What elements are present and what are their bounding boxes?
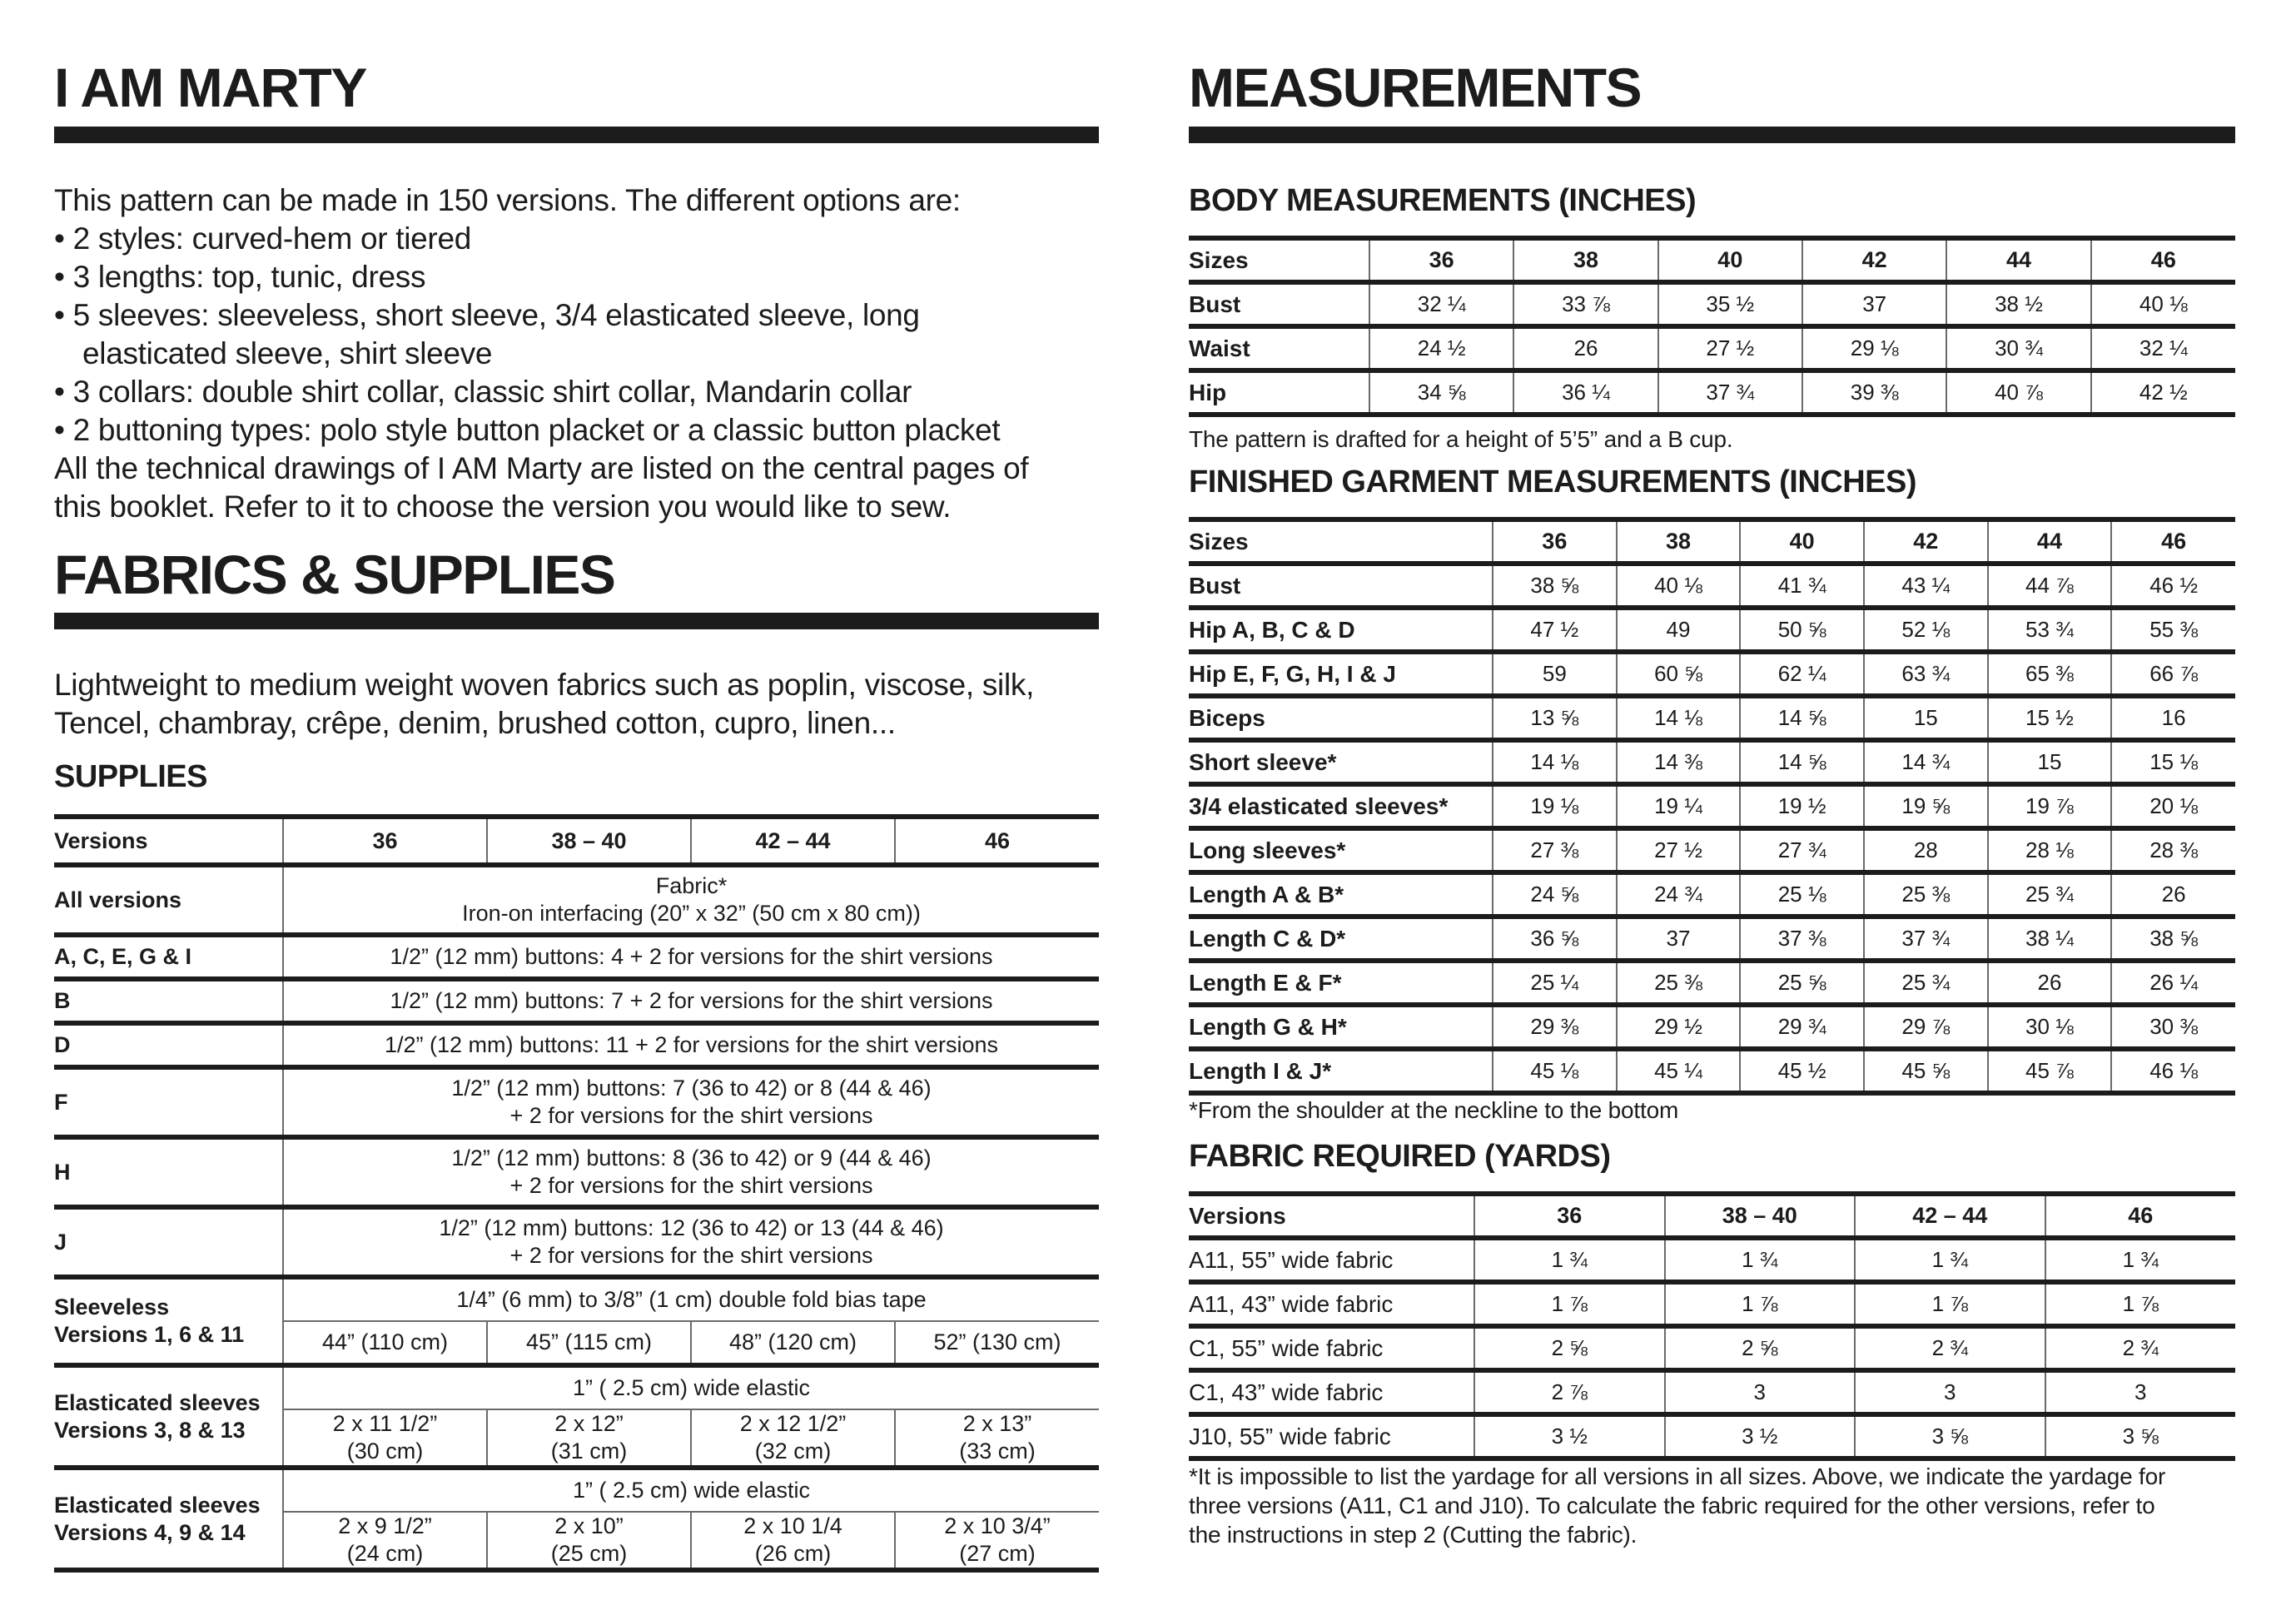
table-row bbox=[1189, 652, 2235, 696]
body-note: The pattern is drafted for a height of 5’5” and a B cup. bbox=[1189, 426, 1733, 452]
value-cell: 1 ⅞ bbox=[1665, 1282, 1856, 1326]
value-cell: 66 ⅞ bbox=[2111, 652, 2235, 696]
value-cell: 59 bbox=[1493, 652, 1617, 696]
size-value bbox=[283, 1409, 487, 1468]
value-cell: 28 ⅜ bbox=[2111, 828, 2235, 872]
value-cell: 60 ⅝ bbox=[1617, 652, 1741, 696]
row-label: All versions bbox=[54, 865, 283, 935]
value-cell: 14 ⅝ bbox=[1740, 696, 1864, 740]
value-cell: 27 ⅜ bbox=[1493, 828, 1617, 872]
value-cell: 27 ¾ bbox=[1740, 828, 1864, 872]
value-line: 2 x 11 1/2” bbox=[332, 1411, 438, 1436]
intro-paragraph bbox=[54, 181, 1099, 526]
table-row bbox=[1189, 740, 2235, 784]
table-row bbox=[1189, 1238, 2235, 1282]
value-cell: 32 ¼ bbox=[2091, 326, 2235, 370]
header-cell: 46 bbox=[2091, 238, 2235, 282]
value-cell: 39 ⅜ bbox=[1802, 370, 1946, 415]
value-cell: 19 ⅝ bbox=[1864, 784, 1988, 828]
row-label: J bbox=[54, 1207, 283, 1277]
row-label: Long sleeves* bbox=[1189, 828, 1493, 872]
row-label: Length G & H* bbox=[1189, 1005, 1493, 1049]
fabrics-rule bbox=[54, 613, 1099, 629]
value-cell: 62 ¼ bbox=[1740, 652, 1864, 696]
value-cell: 14 ¾ bbox=[1864, 740, 1988, 784]
intro-bullet: • 5 sleeves: sleeveless, short sleeve, 3/4 elasticated sleeve, long bbox=[54, 298, 920, 332]
value-cell: 15 bbox=[1988, 740, 2112, 784]
header-cell: 40 bbox=[1740, 519, 1864, 564]
value-cell: 42 ½ bbox=[2091, 370, 2235, 415]
size-value: 52” (130 cm) bbox=[895, 1321, 1099, 1365]
body-measurements-table bbox=[1189, 236, 2235, 417]
row-label: F bbox=[54, 1067, 283, 1137]
value-cell: 26 bbox=[1988, 961, 2112, 1005]
fabrics-text: Lightweight to medium weight woven fabrics such as poplin, viscose, silk, bbox=[54, 668, 1035, 702]
size-value: 45” (115 cm) bbox=[487, 1321, 691, 1365]
supplies-row bbox=[54, 1137, 1099, 1207]
value-cell: 40 ⅞ bbox=[1946, 370, 2090, 415]
row-label: Length E & F* bbox=[1189, 961, 1493, 1005]
value-line: (24 cm) bbox=[346, 1541, 424, 1566]
value-cell: 3 ⅝ bbox=[2045, 1414, 2236, 1458]
header-cell: Versions bbox=[1189, 1194, 1474, 1238]
table-row bbox=[1189, 1326, 2235, 1370]
row-value: 1/2” (12 mm) buttons: 4 + 2 for versions for the shirt versions bbox=[283, 935, 1099, 979]
table-body bbox=[1189, 282, 2235, 415]
value-cell: 2 ⅞ bbox=[1474, 1370, 1665, 1414]
supplies-row bbox=[54, 1023, 1099, 1067]
value-cell: 24 ⅝ bbox=[1493, 872, 1617, 917]
row-label: 3/4 elasticated sleeves* bbox=[1189, 784, 1493, 828]
supplies-row-sleeveless bbox=[54, 1277, 1099, 1321]
row-label: Waist bbox=[1189, 326, 1369, 370]
value-cell: 45 ½ bbox=[1740, 1049, 1864, 1093]
value-cell: 49 bbox=[1617, 608, 1741, 652]
row-label: A11, 43” wide fabric bbox=[1189, 1282, 1474, 1326]
size-value: 48” (120 cm) bbox=[691, 1321, 895, 1365]
header-row bbox=[1189, 1194, 2235, 1238]
value-cell: 38 ½ bbox=[1946, 282, 2090, 326]
table-row bbox=[1189, 961, 2235, 1005]
value-cell: 37 ¾ bbox=[1658, 370, 1802, 415]
header-row bbox=[1189, 238, 2235, 282]
table-row bbox=[1189, 828, 2235, 872]
table-row bbox=[1189, 1370, 2235, 1414]
label-line: Sleeveless bbox=[54, 1294, 170, 1319]
value-cell: 25 ⅜ bbox=[1864, 872, 1988, 917]
value-cell: 34 ⅝ bbox=[1369, 370, 1513, 415]
row-value: 1/2” (12 mm) buttons: 11 + 2 for versions for the shirt versions bbox=[283, 1023, 1099, 1067]
value-line: (25 cm) bbox=[550, 1541, 628, 1566]
value-cell: 29 ⅜ bbox=[1493, 1005, 1617, 1049]
value-cell: 26 bbox=[1513, 326, 1657, 370]
supplies-row bbox=[54, 935, 1099, 979]
value-cell: 24 ½ bbox=[1369, 326, 1513, 370]
supplies-header-row bbox=[54, 817, 1099, 865]
value-cell: 38 ⅝ bbox=[2111, 917, 2235, 961]
value-cell: 19 ½ bbox=[1740, 784, 1864, 828]
garment-measurements-table bbox=[1189, 517, 2235, 1096]
title-rule bbox=[1189, 127, 2235, 143]
value-line: (33 cm) bbox=[959, 1439, 1036, 1463]
value-cell: 40 ⅛ bbox=[2091, 282, 2235, 326]
fabric-note-line: the instructions in step 2 (Cutting the fabric). bbox=[1189, 1522, 1638, 1548]
value-cell: 46 ⅛ bbox=[2111, 1049, 2235, 1093]
intro-bullet-continued: elasticated sleeve, shirt sleeve bbox=[82, 336, 493, 370]
value-cell: 3 bbox=[1665, 1370, 1856, 1414]
supplies-row bbox=[54, 1207, 1099, 1277]
page-title-measurements: MEASUREMENTS bbox=[1189, 57, 1642, 118]
value-cell: 15 bbox=[1864, 696, 1988, 740]
supplies-row bbox=[54, 979, 1099, 1023]
value-cell: 63 ¾ bbox=[1864, 652, 1988, 696]
garment-measurements-title: FINISHED GARMENT MEASUREMENTS (INCHES) bbox=[1189, 465, 1917, 499]
page-title-i-am-marty: I AM MARTY bbox=[54, 57, 366, 118]
value-cell: 25 ¾ bbox=[1864, 961, 1988, 1005]
value-cell: 19 ⅛ bbox=[1493, 784, 1617, 828]
header-cell: Versions bbox=[54, 817, 283, 865]
value-cell: 37 bbox=[1617, 917, 1741, 961]
value-line: Fabric* bbox=[655, 873, 728, 898]
value-cell: 37 bbox=[1802, 282, 1946, 326]
header-cell: 42 bbox=[1802, 238, 1946, 282]
row-label: Length I & J* bbox=[1189, 1049, 1493, 1093]
value-cell: 25 ⅝ bbox=[1740, 961, 1864, 1005]
table-row bbox=[1189, 1049, 2235, 1093]
label-line: Versions 3, 8 & 13 bbox=[54, 1417, 246, 1443]
table-body bbox=[1189, 1238, 2235, 1458]
value-cell: 45 ⅛ bbox=[1493, 1049, 1617, 1093]
value-cell: 43 ¼ bbox=[1864, 564, 1988, 608]
header-cell: 36 bbox=[1474, 1194, 1665, 1238]
header-cell: 36 bbox=[1369, 238, 1513, 282]
header-cell: 36 bbox=[1493, 519, 1617, 564]
value-line: (31 cm) bbox=[550, 1439, 628, 1463]
value-line: 2 x 10 3/4” bbox=[944, 1513, 1051, 1538]
value-cell: 28 bbox=[1864, 828, 1988, 872]
value-cell: 2 ¾ bbox=[2045, 1326, 2236, 1370]
table-row bbox=[1189, 872, 2235, 917]
fabrics-supplies-title: FABRICS & SUPPLIES bbox=[54, 544, 615, 605]
value-cell: 32 ¼ bbox=[1369, 282, 1513, 326]
supplies-table bbox=[54, 814, 1099, 1573]
value-line: + 2 for versions for the shirt versions bbox=[509, 1103, 873, 1128]
header-cell: 44 bbox=[1988, 519, 2112, 564]
label-line: Versions 1, 6 & 11 bbox=[54, 1322, 245, 1347]
value-line: (32 cm) bbox=[754, 1439, 832, 1463]
value-cell: 30 ⅜ bbox=[2111, 1005, 2235, 1049]
intro-lead: This pattern can be made in 150 versions. The different options are: bbox=[54, 183, 961, 217]
value-cell: 1 ¾ bbox=[1855, 1238, 2045, 1282]
value-line: (26 cm) bbox=[754, 1541, 832, 1566]
header-cell: 44 bbox=[1946, 238, 2090, 282]
row-label: Length C & D* bbox=[1189, 917, 1493, 961]
value-cell: 25 ⅜ bbox=[1617, 961, 1741, 1005]
value-cell: 30 ⅛ bbox=[1988, 1005, 2112, 1049]
value-cell: 27 ½ bbox=[1658, 326, 1802, 370]
value-cell: 36 ⅝ bbox=[1493, 917, 1617, 961]
value-cell: 25 ¾ bbox=[1988, 872, 2112, 917]
value-cell: 24 ¾ bbox=[1617, 872, 1741, 917]
row-value bbox=[283, 1067, 1099, 1137]
row-label bbox=[54, 1468, 283, 1570]
header-cell: 38 bbox=[1513, 238, 1657, 282]
value-line: (27 cm) bbox=[959, 1541, 1036, 1566]
fabric-note-line: three versions (A11, C1 and J10). To calculate the fabric required for the other versions, refer to bbox=[1189, 1493, 2155, 1518]
value-cell: 16 bbox=[2111, 696, 2235, 740]
row-label: B bbox=[54, 979, 283, 1023]
value-cell: 37 ¾ bbox=[1864, 917, 1988, 961]
fabrics-text: Tencel, chambray, crêpe, denim, brushed cotton, cupro, linen... bbox=[54, 706, 896, 740]
value-cell: 45 ¼ bbox=[1617, 1049, 1741, 1093]
row-label: A, C, E, G & I bbox=[54, 935, 283, 979]
header-cell: 36 bbox=[283, 817, 487, 865]
table-row bbox=[1189, 917, 2235, 961]
header-cell: 46 bbox=[2045, 1194, 2236, 1238]
value-line: 2 x 9 1/2” bbox=[338, 1513, 432, 1538]
row-value bbox=[283, 865, 1099, 935]
value-cell: 45 ⅝ bbox=[1864, 1049, 1988, 1093]
row-value bbox=[283, 1207, 1099, 1277]
value-cell: 52 ⅛ bbox=[1864, 608, 1988, 652]
value-cell: 14 ⅛ bbox=[1617, 696, 1741, 740]
header-cell: 38 – 40 bbox=[1665, 1194, 1856, 1238]
row-value: 1/2” (12 mm) buttons: 7 + 2 for versions for the shirt versions bbox=[283, 979, 1099, 1023]
value-line: 1/2” (12 mm) buttons: 7 (36 to 42) or 8 (44 & 46) bbox=[451, 1076, 932, 1101]
header-cell: Sizes bbox=[1189, 519, 1493, 564]
row-label: Hip A, B, C & D bbox=[1189, 608, 1493, 652]
size-value bbox=[691, 1512, 895, 1570]
value-cell: 14 ⅛ bbox=[1493, 740, 1617, 784]
value-cell: 2 ⅝ bbox=[1665, 1326, 1856, 1370]
table-body bbox=[1189, 564, 2235, 1093]
value-cell: 55 ⅜ bbox=[2111, 608, 2235, 652]
value-cell: 35 ½ bbox=[1658, 282, 1802, 326]
row-value bbox=[283, 1137, 1099, 1207]
value-cell: 1 ⅞ bbox=[2045, 1282, 2236, 1326]
row-value: 1” ( 2.5 cm) wide elastic bbox=[283, 1365, 1099, 1409]
value-line: + 2 for versions for the shirt versions bbox=[509, 1173, 873, 1198]
fabric-required-table bbox=[1189, 1191, 2235, 1461]
size-value bbox=[895, 1409, 1099, 1468]
value-cell: 1 ¾ bbox=[1665, 1238, 1856, 1282]
table-row bbox=[1189, 370, 2235, 415]
intro-bullet: • 3 collars: double shirt collar, classic shirt collar, Mandarin collar bbox=[54, 375, 912, 409]
size-value bbox=[487, 1409, 691, 1468]
intro-bullet: • 2 styles: curved-hem or tiered bbox=[54, 221, 471, 256]
value-line: 2 x 10 1/4 bbox=[743, 1513, 842, 1538]
value-cell: 50 ⅝ bbox=[1740, 608, 1864, 652]
value-line: 2 x 12 1/2” bbox=[739, 1411, 847, 1436]
size-value bbox=[691, 1409, 895, 1468]
row-value: 1” ( 2.5 cm) wide elastic bbox=[283, 1468, 1099, 1512]
row-label: Hip E, F, G, H, I & J bbox=[1189, 652, 1493, 696]
value-cell: 19 ¼ bbox=[1617, 784, 1741, 828]
value-cell: 19 ⅞ bbox=[1988, 784, 2112, 828]
value-cell: 27 ½ bbox=[1617, 828, 1741, 872]
value-cell: 41 ¾ bbox=[1740, 564, 1864, 608]
table-head bbox=[1189, 1194, 2235, 1238]
title-rule bbox=[54, 127, 1099, 143]
value-cell: 1 ¾ bbox=[2045, 1238, 2236, 1282]
value-cell: 40 ⅛ bbox=[1617, 564, 1741, 608]
size-value bbox=[487, 1512, 691, 1570]
value-cell: 15 ½ bbox=[1988, 696, 2112, 740]
row-label: Hip bbox=[1189, 370, 1369, 415]
supplies-row-elastic bbox=[54, 1365, 1099, 1409]
header-row bbox=[1189, 519, 2235, 564]
header-cell: 46 bbox=[895, 817, 1099, 865]
value-cell: 26 bbox=[2111, 872, 2235, 917]
value-cell: 30 ¾ bbox=[1946, 326, 2090, 370]
value-cell: 25 ¼ bbox=[1493, 961, 1617, 1005]
row-label: Bust bbox=[1189, 564, 1493, 608]
supplies-row-elastic bbox=[54, 1468, 1099, 1512]
row-label: Biceps bbox=[1189, 696, 1493, 740]
value-line: 2 x 13” bbox=[962, 1411, 1032, 1436]
label-line: Elasticated sleeves bbox=[54, 1492, 261, 1518]
supplies-row bbox=[54, 1067, 1099, 1137]
row-label: C1, 43” wide fabric bbox=[1189, 1370, 1474, 1414]
fabric-note bbox=[1189, 1462, 2235, 1549]
table-row bbox=[1189, 1005, 2235, 1049]
value-cell: 37 ⅜ bbox=[1740, 917, 1864, 961]
fabrics-paragraph bbox=[54, 666, 1099, 743]
value-cell: 53 ¾ bbox=[1988, 608, 2112, 652]
value-cell: 36 ¼ bbox=[1513, 370, 1657, 415]
header-cell: 42 bbox=[1864, 519, 1988, 564]
table-row bbox=[1189, 326, 2235, 370]
table-row bbox=[1189, 784, 2235, 828]
intro-bullet: • 3 lengths: top, tunic, dress bbox=[54, 260, 426, 294]
header-cell: 46 bbox=[2111, 519, 2235, 564]
header-cell: 38 bbox=[1617, 519, 1741, 564]
value-cell: 26 ¼ bbox=[2111, 961, 2235, 1005]
value-line: 2 x 10” bbox=[554, 1513, 624, 1538]
value-cell: 3 ½ bbox=[1665, 1414, 1856, 1458]
row-value: 1/4” (6 mm) to 3/8” (1 cm) double fold bias tape bbox=[283, 1277, 1099, 1321]
value-cell: 38 ⅝ bbox=[1493, 564, 1617, 608]
value-line: 1/2” (12 mm) buttons: 8 (36 to 42) or 9 (44 & 46) bbox=[451, 1145, 932, 1170]
table-row bbox=[1189, 282, 2235, 326]
value-cell: 14 ⅜ bbox=[1617, 740, 1741, 784]
fabric-note-line: *It is impossible to list the yardage for all versions in all sizes. Above, we indicate the yardage for bbox=[1189, 1463, 2166, 1489]
header-cell: 40 bbox=[1658, 238, 1802, 282]
intro-closing: this booklet. Refer to it to choose the version you would like to sew. bbox=[54, 489, 952, 524]
size-value bbox=[895, 1512, 1099, 1570]
value-line: (30 cm) bbox=[346, 1439, 424, 1463]
value-cell: 29 ¾ bbox=[1740, 1005, 1864, 1049]
value-cell: 29 ⅛ bbox=[1802, 326, 1946, 370]
table-row bbox=[1189, 564, 2235, 608]
value-cell: 65 ⅜ bbox=[1988, 652, 2112, 696]
value-cell: 2 ¾ bbox=[1855, 1326, 2045, 1370]
row-label: Bust bbox=[1189, 282, 1369, 326]
value-cell: 1 ⅞ bbox=[1474, 1282, 1665, 1326]
value-line: + 2 for versions for the shirt versions bbox=[509, 1243, 873, 1268]
value-line: 2 x 12” bbox=[554, 1411, 624, 1436]
size-value: 44” (110 cm) bbox=[283, 1321, 487, 1365]
value-cell: 33 ⅞ bbox=[1513, 282, 1657, 326]
value-cell: 13 ⅝ bbox=[1493, 696, 1617, 740]
value-cell: 25 ⅛ bbox=[1740, 872, 1864, 917]
value-cell: 3 ½ bbox=[1474, 1414, 1665, 1458]
value-cell: 3 ⅝ bbox=[1855, 1414, 2045, 1458]
intro-bullet: • 2 buttoning types: polo style button placket or a classic button placket bbox=[54, 413, 1001, 447]
value-cell: 14 ⅝ bbox=[1740, 740, 1864, 784]
body-measurements-title: BODY MEASUREMENTS (INCHES) bbox=[1189, 183, 1697, 218]
value-cell: 28 ⅛ bbox=[1988, 828, 2112, 872]
table-head bbox=[1189, 238, 2235, 282]
intro-closing: All the technical drawings of I AM Marty are listed on the central pages of bbox=[54, 451, 1029, 485]
value-line: 1/2” (12 mm) buttons: 12 (36 to 42) or 13 (44 & 46) bbox=[439, 1215, 944, 1240]
header-cell: 38 – 40 bbox=[487, 817, 691, 865]
value-cell: 20 ⅛ bbox=[2111, 784, 2235, 828]
supplies-title: SUPPLIES bbox=[54, 759, 207, 794]
size-value bbox=[283, 1512, 487, 1570]
row-label: H bbox=[54, 1137, 283, 1207]
row-label: D bbox=[54, 1023, 283, 1067]
table-row bbox=[1189, 1414, 2235, 1458]
label-line: Elasticated sleeves bbox=[54, 1389, 261, 1415]
value-cell: 46 ½ bbox=[2111, 564, 2235, 608]
table-head bbox=[1189, 519, 2235, 564]
value-cell: 47 ½ bbox=[1493, 608, 1617, 652]
value-cell: 2 ⅝ bbox=[1474, 1326, 1665, 1370]
header-cell: 42 – 44 bbox=[1855, 1194, 2045, 1238]
value-line: Iron-on interfacing (20” x 32” (50 cm x 80 cm)) bbox=[462, 901, 921, 926]
value-cell: 29 ½ bbox=[1617, 1005, 1741, 1049]
table-row bbox=[1189, 1282, 2235, 1326]
row-label: Length A & B* bbox=[1189, 872, 1493, 917]
row-label: Short sleeve* bbox=[1189, 740, 1493, 784]
supplies-row bbox=[54, 865, 1099, 935]
value-cell: 45 ⅞ bbox=[1988, 1049, 2112, 1093]
fabric-required-title: FABRIC REQUIRED (YARDS) bbox=[1189, 1139, 1611, 1174]
garment-note: *From the shoulder at the neckline to the bottom bbox=[1189, 1097, 1679, 1123]
row-label: C1, 55” wide fabric bbox=[1189, 1326, 1474, 1370]
table-row bbox=[1189, 696, 2235, 740]
value-cell: 29 ⅞ bbox=[1864, 1005, 1988, 1049]
row-label: J10, 55” wide fabric bbox=[1189, 1414, 1474, 1458]
value-cell: 15 ⅛ bbox=[2111, 740, 2235, 784]
table-row bbox=[1189, 608, 2235, 652]
value-cell: 1 ⅞ bbox=[1855, 1282, 2045, 1326]
label-line: Versions 4, 9 & 14 bbox=[54, 1519, 246, 1545]
value-cell: 38 ¼ bbox=[1988, 917, 2112, 961]
row-label bbox=[54, 1277, 283, 1365]
header-cell: 42 – 44 bbox=[691, 817, 895, 865]
value-cell: 44 ⅞ bbox=[1988, 564, 2112, 608]
value-cell: 3 bbox=[2045, 1370, 2236, 1414]
row-label bbox=[54, 1365, 283, 1468]
row-label: A11, 55” wide fabric bbox=[1189, 1238, 1474, 1282]
header-cell: Sizes bbox=[1189, 238, 1369, 282]
value-cell: 3 bbox=[1855, 1370, 2045, 1414]
value-cell: 1 ¾ bbox=[1474, 1238, 1665, 1282]
